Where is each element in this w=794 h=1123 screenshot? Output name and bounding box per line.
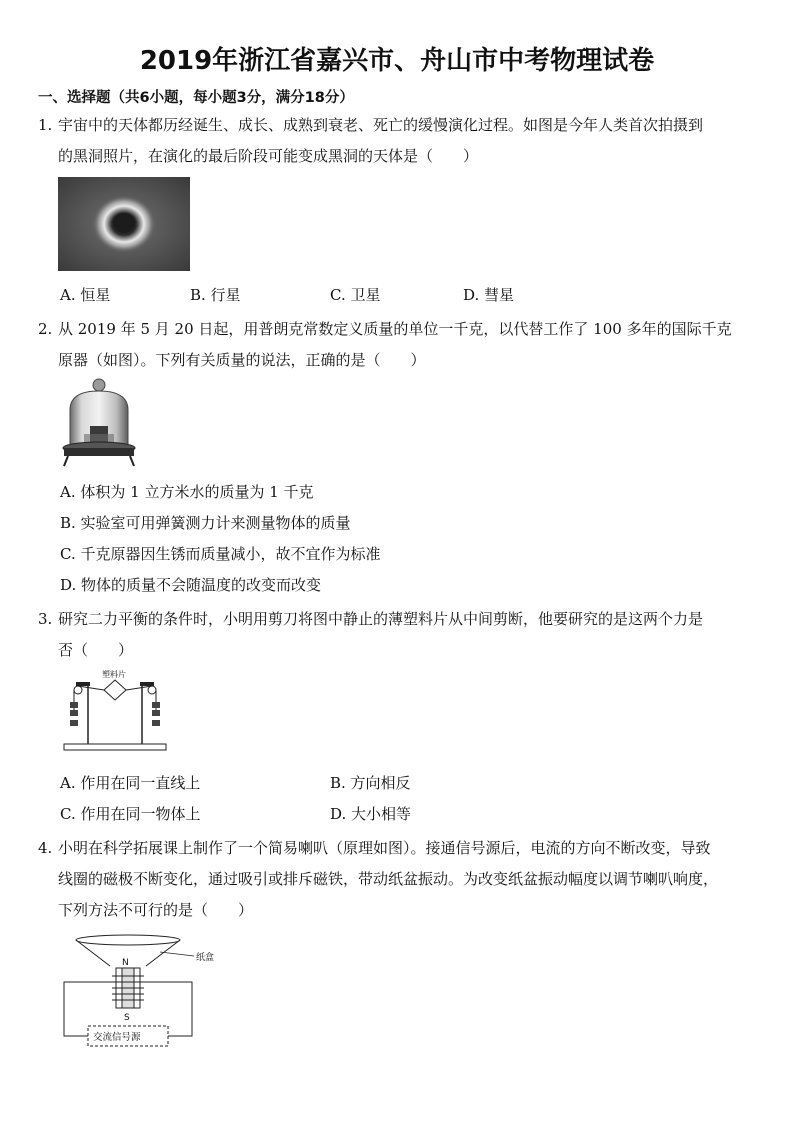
question-2 [38, 314, 768, 376]
plastic-sheet-label: 塑料片 [102, 670, 126, 679]
question-text-line: 下列方法不可行的是（ ） [58, 901, 254, 919]
question-text-line: 的黑洞照片，在演化的最后阶段可能变成黑洞的天体是（ ） [58, 147, 479, 165]
question-number: 4. [38, 839, 53, 857]
question-number: 1. [38, 116, 53, 134]
option-c[interactable]: C. 千克原器因生锈而质量减小，故不宜作为标准 [60, 545, 381, 563]
option-a[interactable]: A. 恒星 [60, 286, 111, 304]
option-b[interactable]: B. 行星 [190, 286, 241, 304]
option-a[interactable]: A. 体积为 1 立方米水的质量为 1 千克 [60, 483, 314, 501]
option-a[interactable]: A. 作用在同一直线上 [60, 774, 201, 792]
page-title: 2019年浙江省嘉兴市、舟山市中考物理试卷 [139, 46, 655, 76]
question-text-line: 从 2019 年 5 月 20 日起，用普朗克常数定义质量的单位一千克，以代替工作了 100 多年的国际千克 [58, 320, 732, 338]
option-b[interactable]: B. 实验室可用弹簧测力计来测量物体的质量 [60, 514, 351, 532]
option-d[interactable]: D. 大小相等 [330, 805, 412, 823]
black-hole-photo [58, 177, 190, 275]
question-4 [38, 833, 768, 926]
magnet-south-label: S [124, 1013, 130, 1023]
question-text-line: 线圈的磁极不断变化，通过吸引或排斥磁铁，带动纸盆振动。为改变纸盆振动幅度以调节喇叭响度， [58, 870, 719, 888]
question-text-line: 原器（如图）。下列有关质量的说法，正确的是（ ） [58, 351, 426, 369]
question-3 [38, 604, 768, 666]
option-c[interactable]: C. 作用在同一物体上 [60, 805, 201, 823]
question-1 [38, 110, 768, 172]
question-number: 2. [38, 320, 53, 338]
question-text-line: 宇宙中的天体都历经诞生、成长、成熟到衰老、死亡的缓慢演化过程。如图是今年人类首次拍摄到 [58, 116, 704, 134]
two-force-balance-apparatus [60, 668, 168, 760]
option-d[interactable]: D. 物体的质量不会随温度的改变而改变 [60, 576, 322, 594]
question-text-line: 小明在科学拓展课上制作了一个简易喇叭（原理如图）。接通信号源后，电流的方向不断改变，导致 [58, 839, 711, 857]
cone-label: 纸盒 [196, 953, 215, 963]
option-b[interactable]: B. 方向相反 [330, 774, 411, 792]
question-number: 3. [38, 610, 53, 628]
option-d[interactable]: D. 彗星 [463, 286, 515, 304]
magnet-north-label: N [122, 958, 129, 968]
section-heading: 一、选择题（共6小题，每小题3分，满分18分） [38, 90, 354, 106]
kilogram-prototype-illustration [58, 376, 140, 472]
question-text-line: 否（ ） [58, 641, 134, 659]
option-c[interactable]: C. 卫星 [330, 286, 381, 304]
question-text-line: 研究二力平衡的条件时，小明用剪刀将图中静止的薄塑料片从中间剪断，他要研究的是这两个力是 [58, 610, 704, 628]
ac-source-label: 交流信号源 [93, 1032, 141, 1043]
speaker-principle-diagram [60, 930, 230, 1056]
